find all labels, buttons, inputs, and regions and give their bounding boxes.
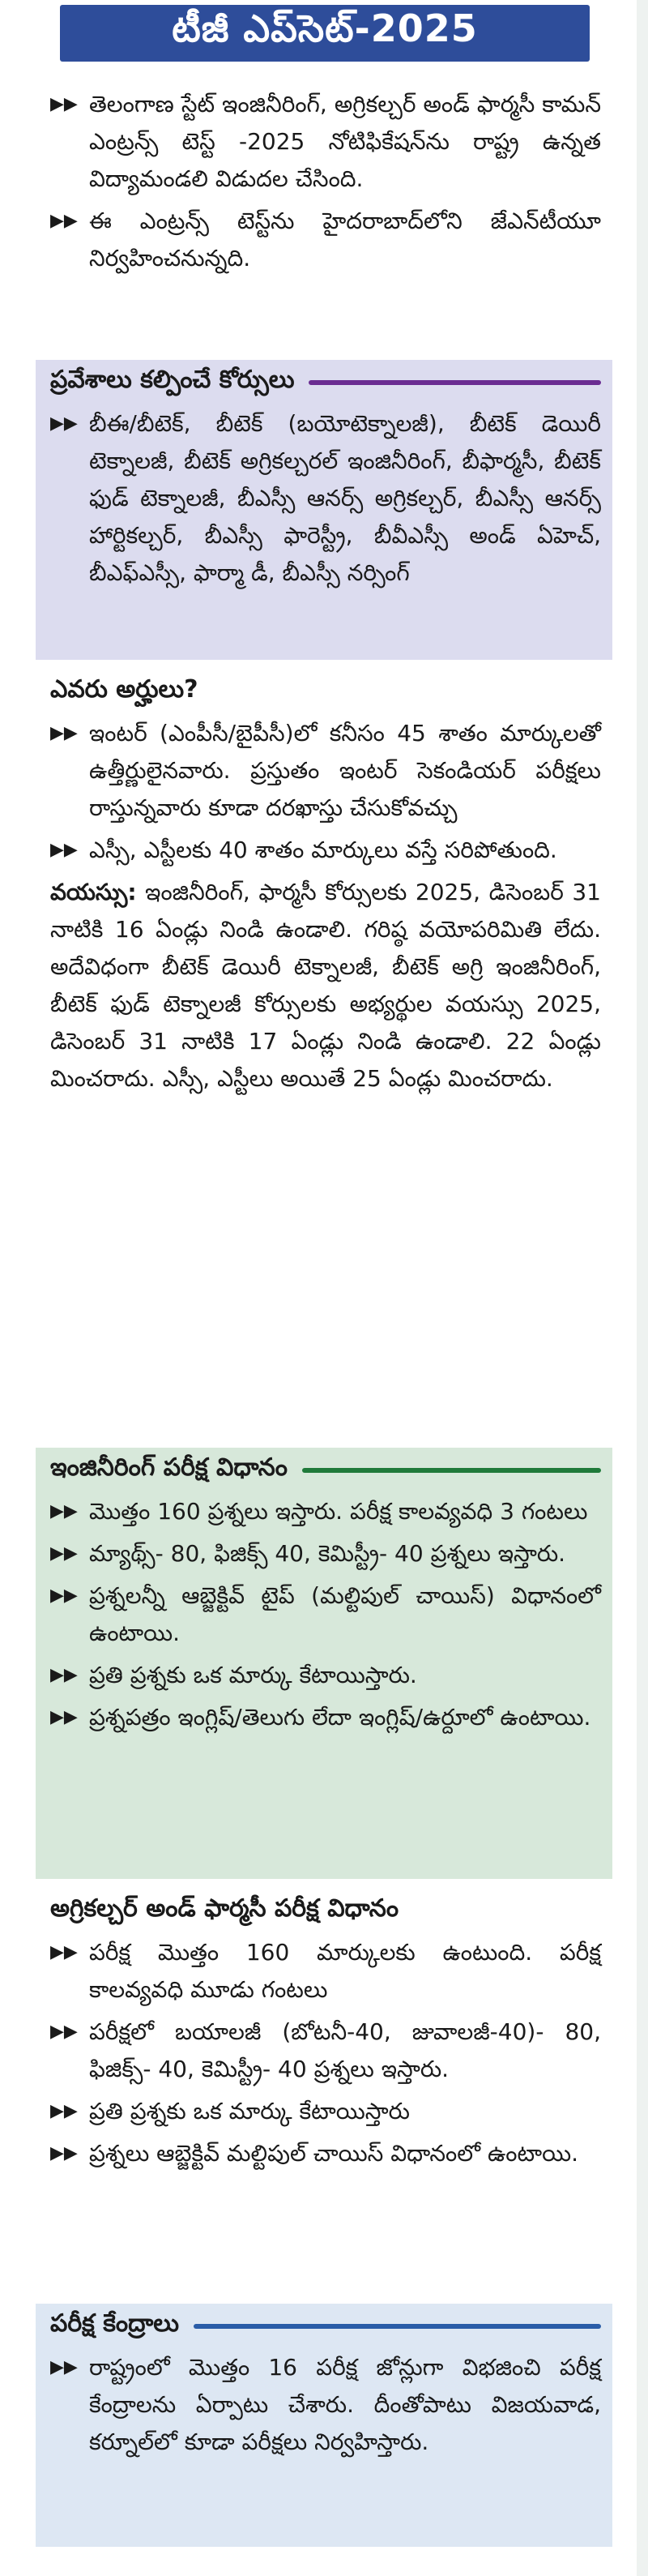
double-arrow-icon: ▶▶ — [50, 723, 78, 743]
double-arrow-icon: ▶▶ — [50, 1665, 78, 1685]
list-item: ▶▶ పరీక్షలో బయాలజీ (బోటనీ-40, జువాలజీ-40)- 80, ఫిజిక్స్‌- 40, కెమిస్ట్రీ- 40 ప్రశ్నలు ఇస్తారు. — [50, 2013, 601, 2088]
section-heading: పరీక్ష కేంద్రాలు — [50, 2309, 179, 2338]
section-heading: ప్రవేశాలు కల్పించే కోర్సులు — [50, 366, 295, 394]
list-item: ▶▶ మొత్తం 160 ప్రశ్నలు ఇస్తారు. పరీక్ష కాలవ్యవధి 3 గంటలు — [50, 1493, 601, 1530]
age-paragraph — [50, 874, 601, 1098]
double-arrow-icon: ▶▶ — [50, 2357, 78, 2377]
page-edge-strip — [637, 0, 648, 2576]
agri-exam-section — [36, 1889, 612, 2294]
engineering-exam-section — [36, 1448, 612, 1879]
list-item: ▶▶ మ్యాథ్స్‌- 80, ఫిజిక్స్‌ 40, కెమిస్ట్రీ- 40 ప్రశ్నలు ఇస్తారు. — [50, 1535, 601, 1573]
section-heading: ఎవరు అర్హులు? — [50, 675, 198, 704]
list-item: ▶▶ ప్రశ్నలన్నీ ఆబ్జెక్టివ్‌ టైప్‌ (మల్టిపుల్‌ చాయిస్‌) విధానంలో ఉంటాయి. — [50, 1577, 601, 1652]
section-rule — [309, 380, 601, 385]
list-item: ▶▶ ప్రశ్నపత్రం ఇంగ్లిష్‌/తెలుగు లేదా ఇంగ్లిష్‌/ఉర్దూలో ఉంటాయి. — [50, 1699, 601, 1736]
centres-section — [36, 2304, 612, 2547]
list-item: ▶▶ ఎస్సీ, ఎస్టీలకు 40 శాతం మార్కులు వస్తే సరిపోతుంది. — [50, 832, 601, 869]
courses-section — [36, 360, 612, 660]
double-arrow-icon: ▶▶ — [50, 1501, 78, 1521]
double-arrow-icon: ▶▶ — [50, 1543, 78, 1564]
double-arrow-icon: ▶▶ — [50, 211, 78, 231]
eligibility-section — [36, 670, 612, 1438]
list-item: ▶▶ బీఈ/బీటెక్‌, బీటెక్‌ (బయోటెక్నాలజీ), బీటెక్‌ డెయిరీ టెక్నాలజీ, బీటెక్‌ అగ్రికల్చరల్‌ ఇంజినీరింగ్‌, బీఫార్మసీ, బీటెక్‌ ఫుడ్‌ టెక్నాలజీ, బీఎస్సీ ఆనర్స్‌ అగ్రికల్చర్‌, బీఎస్సీ ఆనర్స్‌ హార్టికల్చర్‌, బీఎస్సీ ఫారెస్ట్రీ, బీవీఎస్సీ అండ్‌ ఏహెచ్‌, బీఎఫ్‌ఎస్సీ, ఫార్మా డీ, బీఎస్సీ నర్సింగ్‌ — [50, 405, 601, 592]
intro-section — [36, 75, 612, 350]
list-item: ▶▶ ప్రశ్నలు ఆబ్జెక్టివ్‌ మల్టిపుల్‌ చాయిస్‌ విధానంలో ఉంటాయి. — [50, 2135, 601, 2172]
double-arrow-icon: ▶▶ — [50, 2101, 78, 2121]
section-heading: ఇంజినీరింగ్‌ పరీక్ష విధానం — [50, 1453, 288, 1482]
double-arrow-icon: ▶▶ — [50, 2022, 78, 2042]
article-title: టీజీ ఎప్‌సెట్‌-2025 — [172, 6, 478, 50]
double-arrow-icon: ▶▶ — [50, 413, 78, 434]
double-arrow-icon: ▶▶ — [50, 2143, 78, 2163]
double-arrow-icon: ▶▶ — [50, 1942, 78, 1962]
list-item: ▶▶ రాష్ట్రంలో మొత్తం 16 పరీక్ష జోన్లుగా విభజించి పరీక్ష కేంద్రాలను ఏర్పాటు చేశారు. దీంతోపాటు విజయవాడ, కర్నూల్‌లో కూడా పరీక్షలు నిర్వహిస్తారు. — [50, 2349, 601, 2461]
list-item: ▶▶ పరీక్ష మొత్తం 160 మార్కులకు ఉంటుంది. పరీక్ష కాలవ్యవధి మూడు గంటలు — [50, 1934, 601, 2009]
age-text: ఇంజినీరింగ్‌, ఫార్మసీ కోర్సులకు 2025, డిసెంబర్‌ 31 నాటికి 16 ఏండ్లు నిండి ఉండాలి. గరిష్ఠ వయోపరిమితి లేదు. అదేవిధంగా బీటెక్‌ డెయిరీ టెక్నాలజీ, బీటెక్‌ అగ్రి ఇంజినీరింగ్‌, బీటెక్‌ ఫుడ్‌ టెక్నాలజీ కోర్సులకు అభ్యర్థుల వయస్సు 2025, డిసెంబర్‌ 31 నాటికి 17 ఏండ్లు నిండి ఉండాలి. 22 ఏండ్లు మించరాదు. ఎస్సీ, ఎస్టీలు అయితే 25 ఏండ్లు మించరాదు. — [50, 879, 601, 1092]
double-arrow-icon: ▶▶ — [50, 1707, 78, 1727]
section-rule — [302, 1468, 601, 1473]
double-arrow-icon: ▶▶ — [50, 840, 78, 860]
list-item: ▶▶ ప్రతి ప్రశ్నకు ఒక మార్కు కేటాయిస్తారు. — [50, 1657, 601, 1694]
list-item: ▶▶ ఇంటర్‌ (ఎంపీసీ/బైపీసీ)లో కనీసం 45 శాతం మార్కులతో ఉత్తీర్ణులైనవారు. ప్రస్తుతం ఇంటర్‌ సెకండియర్‌ పరీక్షలు రాస్తున్నవారు కూడా దరఖాస్తు చేసుకోవచ్చు — [50, 715, 601, 827]
double-arrow-icon: ▶▶ — [50, 1585, 78, 1606]
title-banner — [60, 5, 590, 62]
age-label: వయస్సు: — [50, 879, 137, 905]
section-heading: అగ్రికల్చర్‌ అండ్‌ ఫార్మసీ పరీక్ష విధానం — [50, 1894, 399, 1923]
list-item: ▶▶ ఈ ఎంట్రన్స్‌ టెస్ట్‌ను హైదరాబాద్‌లోని జేఎన్‌టీయూ నిర్వహించనున్నది. — [50, 203, 601, 277]
double-arrow-icon: ▶▶ — [50, 94, 78, 114]
list-item: ▶▶ తెలంగాణ స్టేట్‌ ఇంజినీరింగ్‌, అగ్రికల్చర్‌ అండ్‌ ఫార్మసీ కామన్‌ ఎంట్రన్స్‌ టెస్ట్‌ -2025 నోటిఫికేషన్‌ను రాష్ట్ర ఉన్నత విద్యామండలి విడుదల చేసింది. — [50, 86, 601, 198]
section-rule — [194, 2324, 601, 2329]
list-item: ▶▶ ప్రతి ప్రశ్నకు ఒక మార్కు కేటాయిస్తారు — [50, 2093, 601, 2130]
